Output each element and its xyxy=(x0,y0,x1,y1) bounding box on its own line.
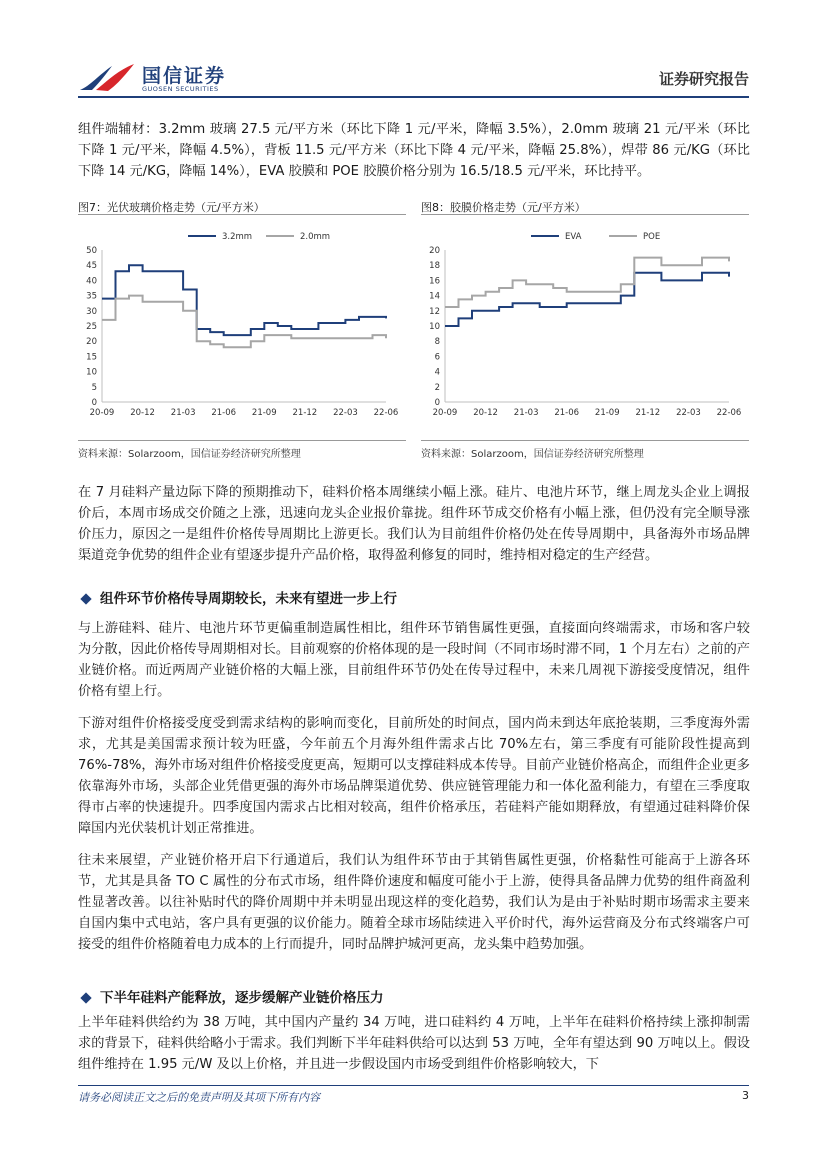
logo-chinese-name: 国信证券 xyxy=(142,65,227,87)
y-tick-label: 12 xyxy=(429,306,440,317)
legend-label: POE xyxy=(643,232,661,242)
film-price-chart xyxy=(421,218,749,426)
y-tick-label: 15 xyxy=(86,352,97,363)
y-tick-label: 5 xyxy=(91,382,97,393)
x-tick-label: 21-06 xyxy=(554,408,580,418)
y-tick-label: 14 xyxy=(429,291,440,302)
page-number: 3 xyxy=(742,1089,749,1102)
y-tick-label: 2 xyxy=(434,382,440,393)
x-tick-label: 21-12 xyxy=(292,408,318,418)
y-tick-label: 16 xyxy=(429,276,440,287)
figure8-bottom-rule xyxy=(421,440,749,441)
x-tick-label: 21-06 xyxy=(211,408,237,418)
x-tick-label: 21-03 xyxy=(170,408,196,418)
x-tick-label: 21-03 xyxy=(513,408,539,418)
x-tick-label: 20-09 xyxy=(432,408,458,418)
y-tick-label: 8 xyxy=(434,337,440,348)
logo-english-name: GUOSEN SECURITIES xyxy=(142,85,219,93)
y-tick-label: 20 xyxy=(86,337,97,348)
y-tick-label: 50 xyxy=(86,246,97,256)
x-tick-label: 22-06 xyxy=(716,408,742,418)
paragraph-outlook: 往未来展望，产业链价格开启下行通道后，我们认为组件环节由于其销售属性更强，价格黏性可能高于上游各环节，尤其是具备 TO C 属性的分布式市场，组件降价速度和幅度可能小于上游，使得具备品牌力优势的组件商盈利性显著改善。以往补贴时代的降价周期中并未明显出现这样的变化趋势，我们认为是由于补贴时期市场需求主要来自国内集中式电站，客户具有更强的议价能力。随着全球市场陆续进入平价时代，海外运营商及分布式终端客户可接受的组件价格随着电力成本的上行而提升，同时品牌护城河更高，龙头集中趋势加强。 xyxy=(78,853,750,952)
paragraph-silicon-price: 在 7 月硅料产量边际下降的预期推动下，硅料价格本周继续小幅上涨。硅片、电池片环节，继上周龙头企业上调报价后，本周市场成交价随之上涨，迅速向龙头企业报价靠拢。组件环节成交价格有小幅上涨，但仍没有完全顺导涨价压力，原因之一是组件价格传导周期比上游更长。我们认为目前组件价格仍处在传导周期中，具备海外市场品牌渠道竞争优势的组件企业有望逐步提升产品价格，取得盈利修复的同时，维持相对稳定的生产经营。 xyxy=(78,485,750,563)
report-type-label: 证券研究报告 xyxy=(658,70,749,88)
x-tick-label: 20-09 xyxy=(89,408,115,418)
x-tick-label: 21-12 xyxy=(635,408,661,418)
legend-label: 2.0mm xyxy=(300,232,331,242)
x-tick-label: 21-09 xyxy=(251,408,277,418)
y-tick-label: 45 xyxy=(86,261,97,272)
series-line-2-0mm xyxy=(102,296,386,348)
header-divider xyxy=(78,96,749,98)
figure7-source: 资料来源：Solarzoom，国信证券经济研究所整理 xyxy=(78,449,301,460)
x-tick-label: 20-12 xyxy=(473,408,498,418)
legend-label: EVA xyxy=(565,232,582,242)
y-tick-label: 10 xyxy=(429,322,440,332)
figure7-title-rule xyxy=(78,214,406,215)
figure8-title-rule xyxy=(421,214,749,215)
x-tick-label: 21-09 xyxy=(594,408,620,418)
x-tick-label: 22-03 xyxy=(676,408,701,418)
x-tick-label: 20-12 xyxy=(130,408,155,418)
section-heading-text: 下半年硅料产能释放，逐步缓解产业链价格压力 xyxy=(100,990,384,1006)
glass-price-chart xyxy=(78,218,406,426)
series-line-poe xyxy=(445,258,729,307)
figure7-title: 图7：光伏玻璃价格走势（元/平方米） xyxy=(78,201,265,214)
x-tick-label: 22-03 xyxy=(333,408,358,418)
intro-paragraph: 组件端辅材：3.2mm 玻璃 27.5 元/平方米（环比下降 1 元/平米，降幅 3.5%），2.0mm 玻璃 21 元/平米（环比下降 1 元/平米，降幅 4.5%），背板 11.5 元/平方米（环比下降 4 元/平米，降幅 25.8%），焊带 86 元/KG（环比下降 14 元/KG，降幅 14%），EVA 胶膜和 POE 胶膜价格分别为 16.5/18.5 元/平米，环比持平。 xyxy=(78,122,750,179)
series-line-3-2mm xyxy=(102,265,386,335)
diamond-bullet-icon xyxy=(80,992,91,1003)
y-tick-label: 40 xyxy=(86,276,97,287)
y-tick-label: 0 xyxy=(434,398,440,408)
y-tick-label: 35 xyxy=(86,291,97,302)
legend-label: 3.2mm xyxy=(222,232,253,242)
y-tick-label: 18 xyxy=(429,261,440,272)
paragraph-downstream-demand: 下游对组件价格接受度受到需求结构的影响而变化，目前所处的时间点，国内尚未到达年底抢装期，三季度海外需求，尤其是美国需求预计较为旺盛，今年前五个月海外组件需求占比 70%左右，第三季度有可能阶段性提高到 76%-78%，海外市场对组件价格接受度更高，短期可以支撑硅料成本传导。目前产业链价格高企，而组件企业更多依靠海外市场，头部企业凭借更强的海外市场品牌渠道优势、供应链管理能力和一体化盈利能力，有望在三季度取得市占率的快速提升。四季度国内需求占比相对较高，组件价格承压，若硅料产能如期释放，有望通过硅料降价保障国内光伏装机计划正常推进。 xyxy=(78,716,750,836)
paragraph-silicon-supply: 上半年硅料供给约为 38 万吨，其中国内产量约 34 万吨，进口硅料约 4 万吨，上半年在硅料价格持续上涨抑制需求的背景下，硅料供给略小于需求。我们判断下半年硅料供给可以达到 53 万吨，全年有望达到 90 万吨以上。假设组件维持在 1.95 元/W 及以上价格，并且进一步假设国内市场受到组件价格影响较大，下 xyxy=(78,1015,750,1072)
section-heading-silicon-capacity xyxy=(78,986,384,1006)
series-line-eva xyxy=(445,273,729,326)
y-tick-label: 25 xyxy=(86,322,97,332)
figure8-title: 图8：胶膜价格走势（元/平方米） xyxy=(421,201,586,214)
y-tick-label: 0 xyxy=(91,398,97,408)
y-tick-label: 6 xyxy=(434,352,440,363)
figure7-bottom-rule xyxy=(78,440,406,441)
x-tick-label: 22-06 xyxy=(373,408,399,418)
y-tick-label: 20 xyxy=(429,246,440,256)
figure8-source: 资料来源：Solarzoom，国信证券经济研究所整理 xyxy=(421,449,644,460)
footer-divider xyxy=(78,1085,749,1086)
y-tick-label: 4 xyxy=(434,367,440,378)
guosen-logo xyxy=(78,58,238,98)
y-tick-label: 30 xyxy=(86,306,97,317)
y-tick-label: 10 xyxy=(86,367,97,378)
footer-disclaimer: 请务必阅读正文之后的免责声明及其项下所有内容 xyxy=(78,1091,320,1104)
section-heading-module-cycle xyxy=(78,587,397,607)
diamond-bullet-icon xyxy=(80,593,91,604)
guosen-logo-icon xyxy=(78,60,136,94)
section-heading-text: 组件环节价格传导周期较长，未来有望进一步上行 xyxy=(100,591,397,607)
paragraph-module-pricing: 与上游硅料、硅片、电池片环节更偏重制造属性相比，组件环节销售属性更强，直接面向终端需求，市场和客户较为分散，因此价格传导周期相对长。目前观察的价格体现的是一段时间（不同市场时滞不同，1 个月左右）之前的产业链价格。而近两周产业链价格的大幅上涨，目前组件环节仍处在传导过程中，未来几周视下游接受度情况，组件价格有望上行。 xyxy=(78,621,750,699)
